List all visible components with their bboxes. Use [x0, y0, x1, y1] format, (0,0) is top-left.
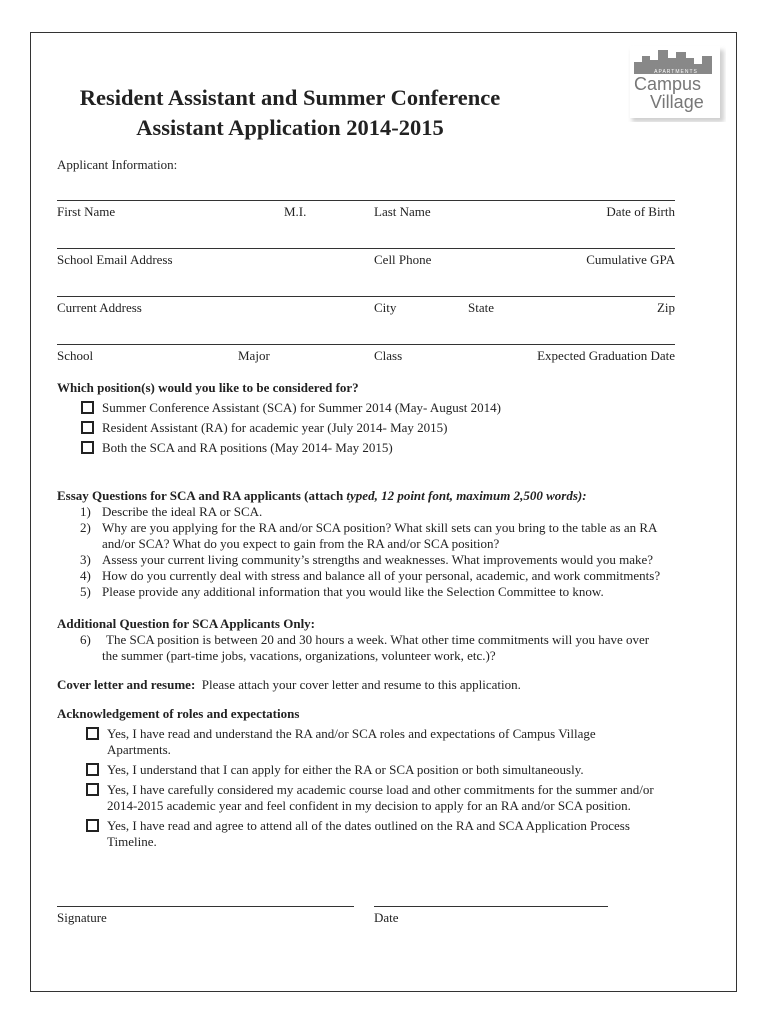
- ack-text-cont: 2014-2015 academic year and feel confident in my decision to apply for an RA and/or SCA position.: [107, 798, 631, 813]
- essay-question: Why are you applying for the RA and/or SCA position? What skill sets can you bring to the table as an RA: [102, 520, 658, 535]
- ack-checkbox[interactable]: [86, 727, 99, 740]
- label-mi: M.I.: [284, 204, 307, 219]
- label-address: Current Address: [57, 300, 142, 315]
- label-city: City: [374, 300, 397, 315]
- ack-text: Yes, I have carefully considered my academic course load and other commitments for the summer and/or: [107, 782, 654, 797]
- page-title-line1: Resident Assistant and Summer Conference: [79, 85, 501, 110]
- ack-checkbox[interactable]: [86, 763, 99, 776]
- label-state: State: [468, 300, 494, 315]
- date-line[interactable]: [374, 906, 608, 907]
- sca-number: 6): [80, 632, 91, 647]
- ack-text: Yes, I understand that I can apply for either the RA or SCA position or both simultaneously.: [107, 762, 584, 777]
- essay-question: Assess your current living community’s strengths and weaknesses. What improvements would you make?: [102, 552, 654, 567]
- essay-question: Please provide any additional information that you would like the Selection Committee to know.: [102, 584, 604, 599]
- cover-text: Please attach your cover letter and resume to this application.: [201, 677, 521, 692]
- position-checkbox[interactable]: [81, 441, 94, 454]
- label-email: School Email Address: [57, 252, 173, 267]
- label-major: Major: [238, 348, 270, 363]
- cover-letter-line: [57, 677, 521, 693]
- ack-text-cont: Timeline.: [107, 834, 157, 849]
- ack-text: Yes, I have read and understand the RA and/or SCA roles and expectations of Campus Village: [107, 726, 596, 741]
- position-option: Resident Assistant (RA) for academic year (July 2014- May 2015): [102, 420, 448, 435]
- position-checkbox[interactable]: [81, 401, 94, 414]
- label-dob: Date of Birth: [606, 204, 675, 219]
- sca-question: The SCA position is between 20 and 30 hours a week. What other time commitments will you have over: [106, 632, 650, 647]
- cover-label: Cover letter and resume:: [57, 677, 196, 692]
- essay-number: 4): [80, 568, 91, 583]
- signature-line[interactable]: [57, 906, 354, 907]
- ack-checkbox[interactable]: [86, 819, 99, 832]
- fill-line[interactable]: [57, 344, 675, 345]
- ack-text: Yes, I have read and agree to attend all of the dates outlined on the RA and SCA Application Process: [107, 818, 630, 833]
- fill-line[interactable]: [57, 200, 675, 201]
- sca-heading: Additional Question for SCA Applicants Only:: [57, 616, 316, 631]
- sca-question-cont: the summer (part-time jobs, vacations, organizations, volunteer work, etc.)?: [102, 648, 496, 663]
- position-option: Both the SCA and RA positions (May 2014- May 2015): [102, 440, 393, 455]
- essay-number: 5): [80, 584, 91, 599]
- essay-number: 3): [80, 552, 91, 567]
- ack-heading: Acknowledgement of roles and expectations: [57, 706, 300, 721]
- logo-line2: Village: [650, 92, 704, 112]
- ack-checkbox[interactable]: [86, 783, 99, 796]
- essay-heading-text: Essay Questions for SCA and RA applicants (attach: [57, 488, 347, 503]
- applicant-heading: Applicant Information:: [57, 157, 178, 172]
- label-grad-date: Expected Graduation Date: [537, 348, 675, 363]
- campus-village-logo: [628, 44, 726, 122]
- fill-line[interactable]: [57, 296, 675, 297]
- label-class: Class: [374, 348, 403, 363]
- essay-number: 1): [80, 504, 91, 519]
- position-option: Summer Conference Assistant (SCA) for Summer 2014 (May- August 2014): [102, 400, 501, 415]
- date-label: Date: [374, 910, 399, 925]
- position-checkbox[interactable]: [81, 421, 94, 434]
- signature-label: Signature: [57, 910, 107, 925]
- page-title-line2: Assistant Application 2014-2015: [136, 115, 444, 140]
- fill-line[interactable]: [57, 248, 675, 249]
- essay-question: Describe the ideal RA or SCA.: [102, 504, 263, 519]
- label-zip: Zip: [656, 300, 675, 315]
- essay-heading-italic: typed, 12 point font, maximum 2,500 words):: [346, 488, 587, 503]
- label-cell: Cell Phone: [374, 252, 432, 267]
- ack-text-cont: Apartments.: [107, 742, 171, 757]
- label-school: School: [57, 348, 94, 363]
- label-gpa: Cumulative GPA: [586, 252, 675, 267]
- logo-line1: Campus: [634, 74, 702, 94]
- label-first-name: First Name: [57, 204, 116, 219]
- essay-question-cont: and/or SCA? What do you expect to gain from the RA and/or SCA position?: [102, 536, 500, 551]
- essay-heading: [57, 488, 587, 504]
- logo-top-text: APARTMENTS: [654, 69, 698, 75]
- essay-question: How do you currently deal with stress and balance all of your personal, academic, and work commitments?: [102, 568, 661, 583]
- essay-number: 2): [80, 520, 91, 535]
- label-last-name: Last Name: [374, 204, 431, 219]
- positions-heading: Which position(s) would you like to be considered for?: [57, 380, 359, 395]
